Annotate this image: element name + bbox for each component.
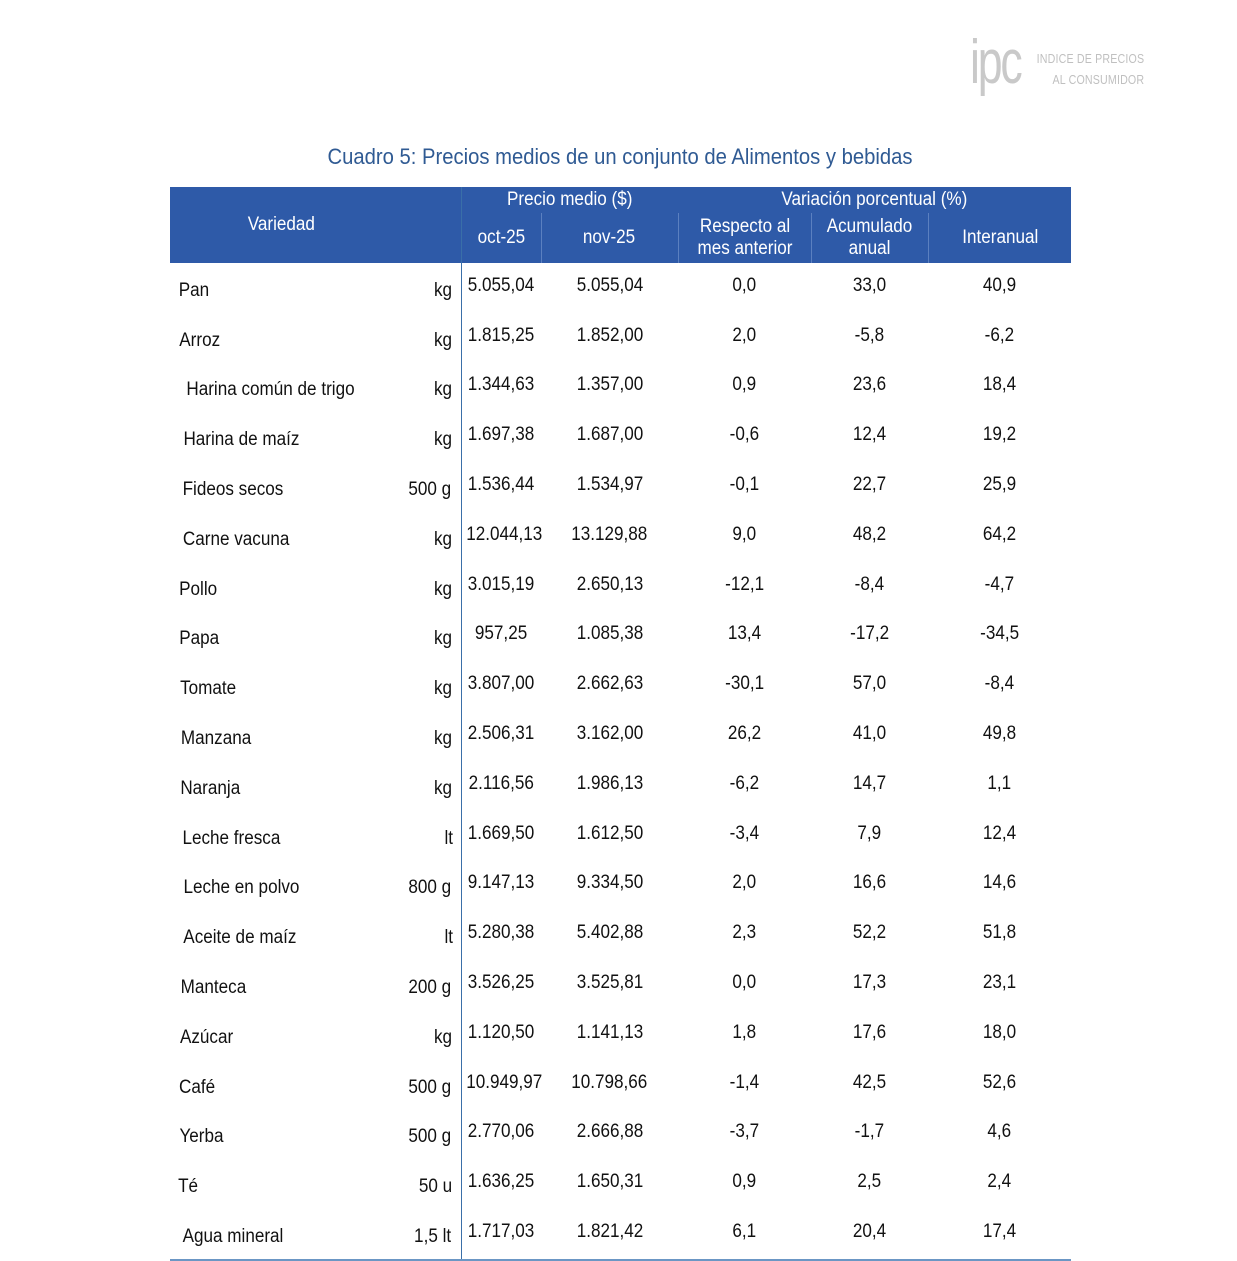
var-monthly: 0,9: [732, 1171, 757, 1193]
item-unit: kg: [434, 777, 453, 799]
item-unit: lt: [444, 927, 454, 949]
item-name: Naranja: [180, 777, 241, 799]
item-name: Yerba: [179, 1126, 224, 1148]
table-row: [170, 861, 1071, 911]
var-monthly: 26,2: [727, 723, 762, 745]
var-monthly: -0,6: [729, 424, 760, 446]
item-name: Harina común de trigo: [186, 379, 355, 401]
table-row: [170, 263, 1071, 313]
price-oct: 1.636,25: [461, 1159, 541, 1209]
item-name: Leche fresca: [182, 827, 281, 849]
logo-line-1: INDICE DE PRECIOS: [1036, 51, 1144, 66]
item-name: Agua mineral: [170, 1209, 393, 1260]
var-interannual: -6,2: [984, 324, 1015, 346]
var-accumulated: 17,6: [852, 1021, 887, 1043]
var-interannual: -8,4: [984, 673, 1015, 695]
var-accumulated: -17,2: [850, 623, 890, 645]
price-oct: 1.815,25: [461, 313, 541, 363]
item-unit: kg: [434, 329, 453, 351]
item-name: Carne vacuna: [182, 528, 290, 550]
item-name: Azúcar: [179, 1026, 234, 1048]
table-row: [170, 761, 1071, 811]
item-unit: kg: [434, 678, 453, 700]
var-accumulated: 22,7: [852, 474, 887, 496]
price-nov: 1.687,00: [576, 424, 643, 446]
item-name: Aceite de maíz: [183, 927, 297, 949]
var-interannual: 49,8: [982, 723, 1017, 745]
table-row: [170, 363, 1071, 413]
item-unit: kg: [434, 1026, 453, 1048]
price-oct: 5.280,38: [461, 910, 541, 960]
var-interannual: 4,6: [987, 1121, 1012, 1143]
prices-table: [170, 187, 1071, 1261]
item-unit: 800 g: [408, 877, 452, 899]
table-row: [170, 412, 1071, 462]
price-oct: 2.116,56: [461, 761, 541, 811]
price-oct: 10.949,97: [461, 1060, 541, 1110]
header-acumulado: Acumulado anual: [811, 213, 928, 263]
item-name: Papa: [179, 628, 220, 650]
var-accumulated: 33,0: [852, 274, 887, 296]
price-nov: 3.162,00: [576, 723, 643, 745]
price-oct: 1.120,50: [461, 1010, 541, 1060]
var-interannual: 40,9: [982, 274, 1017, 296]
item-unit: kg: [434, 578, 453, 600]
header-respecto: Respecto al mes anterior: [678, 213, 811, 263]
header-variacion: Variación porcentual (%): [678, 187, 1071, 213]
var-monthly: 0,9: [732, 374, 757, 396]
var-accumulated: 12,4: [852, 424, 887, 446]
price-oct: 2.506,31: [461, 711, 541, 761]
header-oct: oct-25: [461, 213, 541, 263]
price-oct: 3.015,19: [461, 562, 541, 612]
table-row: [170, 462, 1071, 512]
var-accumulated: 41,0: [852, 723, 887, 745]
var-accumulated: 52,2: [852, 922, 887, 944]
item-name: Manteca: [180, 977, 247, 999]
var-monthly: 2,3: [732, 922, 757, 944]
item-unit: kg: [434, 429, 453, 451]
price-oct: 3.526,25: [461, 960, 541, 1010]
price-nov: 3.525,81: [576, 972, 643, 994]
header-precio-medio: Precio medio ($): [461, 187, 678, 213]
price-oct: 1.717,03: [461, 1209, 541, 1260]
item-unit: kg: [434, 279, 453, 301]
header-variedad: Variedad: [170, 187, 393, 263]
item-unit: kg: [434, 379, 453, 401]
var-monthly: 13,4: [727, 623, 762, 645]
item-name: Pollo: [179, 578, 218, 600]
price-oct: 9.147,13: [461, 861, 541, 911]
var-interannual: 23,1: [982, 972, 1017, 994]
var-interannual: 12,4: [982, 822, 1017, 844]
var-interannual: 18,0: [982, 1021, 1017, 1043]
var-monthly: 2,0: [732, 872, 757, 894]
var-interannual: -34,5: [980, 623, 1020, 645]
table-row: [170, 661, 1071, 711]
item-unit: kg: [434, 528, 453, 550]
var-monthly: 0,0: [732, 274, 757, 296]
price-oct: 1.344,63: [461, 363, 541, 413]
var-monthly: -3,4: [729, 822, 760, 844]
table-row: [170, 1060, 1071, 1110]
var-accumulated: 17,3: [852, 972, 887, 994]
item-unit: kg: [434, 728, 453, 750]
var-accumulated: 2,5: [857, 1171, 882, 1193]
var-monthly: 2,0: [732, 324, 757, 346]
item-name: Té: [178, 1176, 199, 1198]
price-oct: 1.536,44: [461, 462, 541, 512]
item-name: Pan: [178, 279, 210, 301]
price-nov: 1.534,97: [576, 474, 643, 496]
item-name: Harina de maíz: [183, 429, 300, 451]
var-monthly: -1,4: [729, 1071, 760, 1093]
price-nov: 1.852,00: [576, 324, 643, 346]
var-interannual: 2,4: [987, 1171, 1012, 1193]
var-interannual: 64,2: [982, 523, 1017, 545]
item-unit: 50 u: [418, 1176, 452, 1198]
table-row: [170, 811, 1071, 861]
var-accumulated: -1,7: [854, 1121, 885, 1143]
price-oct: 957,25: [461, 612, 541, 662]
price-nov: 1.085,38: [576, 623, 643, 645]
table-row: [170, 512, 1071, 562]
var-monthly: 0,0: [732, 972, 757, 994]
item-unit: lt: [444, 827, 454, 849]
header-nov: nov-25: [541, 213, 678, 263]
var-interannual: 25,9: [982, 474, 1017, 496]
price-nov: 2.662,63: [576, 673, 643, 695]
var-monthly: 6,1: [678, 1209, 811, 1260]
ipc-logo: [970, 28, 1150, 108]
var-accumulated: 42,5: [852, 1071, 887, 1093]
var-interannual: 14,6: [982, 872, 1017, 894]
price-oct: 3.807,00: [461, 661, 541, 711]
item-unit: 200 g: [408, 977, 452, 999]
table-row: [170, 1010, 1071, 1060]
table-row: [170, 1159, 1071, 1209]
var-monthly: -12,1: [725, 573, 765, 595]
price-nov: 10.798,66: [571, 1071, 648, 1093]
header-unit: [393, 187, 461, 263]
item-unit: kg: [434, 628, 453, 650]
item-name: Leche en polvo: [183, 877, 300, 899]
price-nov: 1.357,00: [576, 374, 643, 396]
table-row: [170, 1209, 1071, 1260]
var-monthly: 1,8: [732, 1021, 757, 1043]
var-interannual: 18,4: [982, 374, 1017, 396]
logo-mark: ipc: [970, 28, 1021, 97]
price-nov: 2.650,13: [576, 573, 643, 595]
logo-line-2: AL CONSUMIDOR: [1052, 72, 1144, 87]
item-name: Tomate: [180, 678, 237, 700]
price-oct: 1.697,38: [461, 412, 541, 462]
var-accumulated: 48,2: [852, 523, 887, 545]
item-unit: 1,5 lt: [393, 1209, 461, 1260]
var-monthly: -30,1: [725, 673, 765, 695]
var-interannual: -4,7: [984, 573, 1015, 595]
var-interannual: 17,4: [928, 1209, 1071, 1260]
var-interannual: 19,2: [982, 424, 1017, 446]
var-accumulated: 16,6: [852, 872, 887, 894]
var-monthly: -6,2: [729, 772, 760, 794]
var-accumulated: 14,7: [852, 772, 887, 794]
item-name: Fideos secos: [182, 479, 284, 501]
var-interannual: 52,6: [982, 1071, 1017, 1093]
price-nov: 1.821,42: [541, 1209, 678, 1260]
var-accumulated: 23,6: [852, 374, 887, 396]
header-interanual: Interanual: [928, 213, 1071, 263]
var-interannual: 51,8: [982, 922, 1017, 944]
item-name: Manzana: [180, 728, 252, 750]
var-accumulated: 7,9: [857, 822, 882, 844]
table-row: [170, 910, 1071, 960]
table-row: [170, 960, 1071, 1010]
var-accumulated: -8,4: [854, 573, 885, 595]
item-unit: 500 g: [408, 479, 452, 501]
table-row: [170, 612, 1071, 662]
price-nov: 5.402,88: [576, 922, 643, 944]
var-accumulated: -5,8: [854, 324, 885, 346]
price-oct: 1.669,50: [461, 811, 541, 861]
table-row: [170, 1110, 1071, 1160]
price-nov: 2.666,88: [576, 1121, 643, 1143]
var-accumulated: 20,4: [811, 1209, 928, 1260]
price-nov: 1.612,50: [576, 822, 643, 844]
table-title: Cuadro 5: Precios medios de un conjunto de Alimentos y bebidas: [327, 144, 913, 169]
price-nov: 9.334,50: [576, 872, 643, 894]
price-nov: 1.141,13: [576, 1021, 643, 1043]
table-row: [170, 562, 1071, 612]
var-interannual: 1,1: [987, 772, 1012, 794]
logo-text: [1036, 48, 1144, 90]
table-row: [170, 313, 1071, 363]
table-row: [170, 711, 1071, 761]
price-oct: 2.770,06: [461, 1110, 541, 1160]
price-nov: 1.650,31: [576, 1171, 643, 1193]
price-nov: 13.129,88: [571, 523, 648, 545]
var-monthly: -0,1: [729, 474, 760, 496]
item-unit: 500 g: [408, 1076, 452, 1098]
var-monthly: -3,7: [729, 1121, 760, 1143]
var-monthly: 9,0: [732, 523, 757, 545]
item-name: Arroz: [179, 329, 221, 351]
item-unit: 500 g: [408, 1126, 452, 1148]
price-nov: 5.055,04: [576, 274, 643, 296]
var-accumulated: 57,0: [852, 673, 887, 695]
price-oct: 12.044,13: [461, 512, 541, 562]
price-nov: 1.986,13: [576, 772, 643, 794]
price-oct: 5.055,04: [461, 263, 541, 313]
item-name: Café: [179, 1076, 216, 1098]
